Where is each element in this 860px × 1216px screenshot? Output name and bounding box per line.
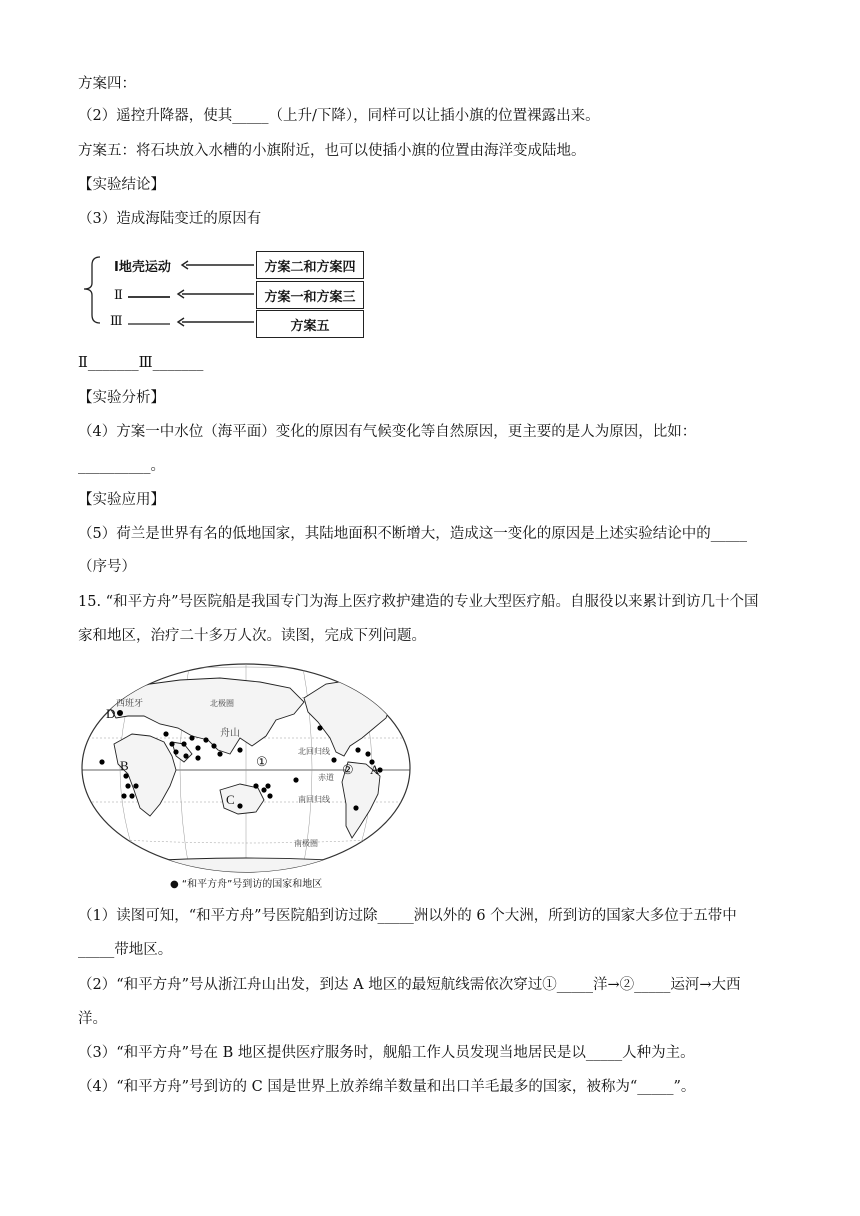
text-line: （3）“和平方舟”号在 B 地区提供医疗服务时，舰船工作人员发现当地居民是以_____人种为主。 [78, 1045, 695, 1061]
question-15: 15. “和平方舟”号医院船是我国专门为海上医疗救护建造的专业大型医疗船。自服役以来累计到访几十个国 [78, 594, 759, 610]
text-line: （序号） [78, 559, 136, 575]
tropic-cancer-label: 北回归线 [298, 747, 330, 756]
map-caption: ● “和平方舟”号到访的国家和地区 [170, 879, 323, 890]
text-line: （3）造成海陆变迁的原因有 [78, 211, 262, 227]
text-line: （1）读图可知，“和平方舟”号医院船到访过除_____洲以外的 6 个大洲，所到访的国家大多位于五带中 [78, 908, 737, 924]
world-map [80, 658, 412, 890]
label-c: C [226, 792, 235, 807]
section-heading: 【实验应用】 [78, 492, 165, 508]
row1-label: Ⅰ地壳运动 [114, 260, 171, 275]
text-line: _____带地区。 [78, 942, 173, 958]
world-map-svg [80, 658, 412, 878]
spain-label: 西班牙 [116, 699, 144, 709]
antarctic-label: 南极圈 [294, 839, 318, 848]
text-line: 洋。 [78, 1011, 107, 1027]
text-line: 家和地区，治疗二十多万人次。读图，完成下列问题。 [78, 628, 426, 644]
box-plan-5: 方案五 [256, 310, 364, 338]
tropic-capricorn-label: 南回归线 [298, 795, 330, 804]
text-line: 方案五：将石块放入水槽的小旗附近，也可以使插小旗的位置由海洋变成陆地。 [78, 143, 586, 159]
box-plan-2-4: 方案二和方案四 [256, 251, 364, 279]
zhoushan-label: 舟山 [220, 728, 240, 739]
label-d: D [106, 706, 116, 721]
text-line: （4）方案一中水位（海平面）变化的原因有气候变化等自然原因，更主要的是人为原因，比如： [78, 424, 697, 440]
label-b: B [120, 758, 129, 773]
circle-one: ① [256, 754, 268, 769]
text-line: （2）“和平方舟”号从浙江舟山出发，到达 A 地区的最短航线需依次穿过①_____洋→②_____运河→大西 [78, 977, 741, 993]
text-line: __________。 [78, 458, 165, 474]
section-heading: 【实验分析】 [78, 390, 165, 406]
equator-label: 赤道 [318, 773, 334, 782]
circle-two: ② [342, 762, 354, 777]
arctic-label: 北极圈 [210, 699, 234, 708]
row3-label: Ⅲ [110, 314, 123, 329]
text-line: （4）“和平方舟”号到访的 C 国是世界上放养绵羊数量和出口羊毛最多的国家，被称为“_____”。 [78, 1079, 696, 1095]
box-plan-1-3: 方案一和方案三 [256, 281, 364, 309]
section-heading: 【实验结论】 [78, 177, 165, 193]
text-line: （5）荷兰是世界有名的低地国家，其陆地面积不断增大，造成这一变化的原因是上述实验结论中的_____ [78, 526, 747, 542]
brace [84, 257, 100, 323]
label-a: A [370, 762, 380, 777]
causes-diagram [78, 243, 378, 343]
text-line: 方案四： [78, 76, 136, 92]
row2-label: Ⅱ [114, 288, 123, 303]
answer-blanks: Ⅱ_______Ⅲ_______ [78, 355, 204, 371]
text-line: （2）遥控升降器，使其_____（上升/下降），同样可以让插小旗的位置裸露出来。 [78, 108, 600, 124]
